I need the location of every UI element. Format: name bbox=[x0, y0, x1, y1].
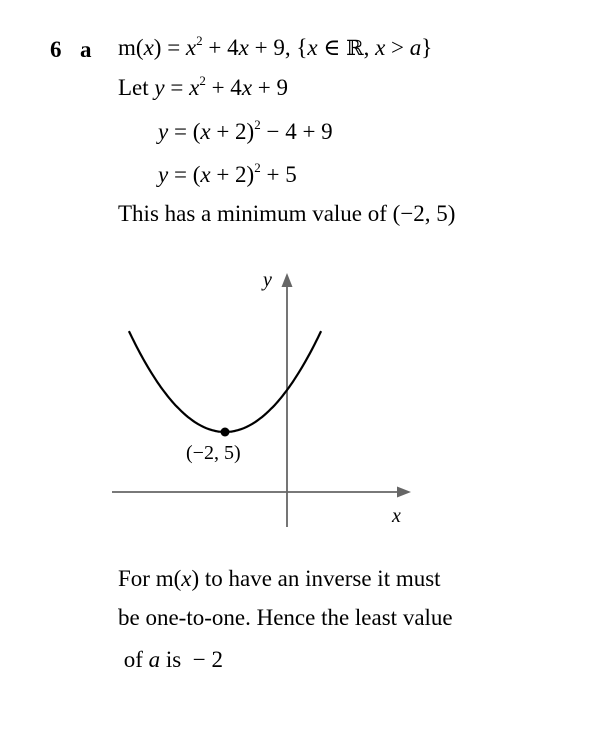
var-x: x bbox=[189, 75, 200, 100]
var-x: x bbox=[200, 119, 211, 144]
vertex-point bbox=[221, 428, 230, 437]
var-x: x bbox=[238, 35, 249, 60]
parabola-curve bbox=[129, 331, 321, 432]
text: of bbox=[118, 647, 149, 672]
var-x: x bbox=[181, 566, 192, 591]
var-y: y bbox=[158, 162, 169, 187]
text: ) to have an inverse it must bbox=[191, 566, 441, 591]
fn-name: m( bbox=[118, 35, 144, 60]
var-y: y bbox=[158, 119, 169, 144]
var-x: x bbox=[241, 75, 253, 100]
text: = bbox=[164, 75, 190, 100]
text: } bbox=[421, 35, 433, 60]
text: ) = bbox=[153, 35, 186, 60]
inverse-line-2: be one-to-one. Hence the least value bbox=[118, 605, 453, 630]
question-number: 6 bbox=[50, 37, 62, 62]
exponent: 2 bbox=[199, 73, 206, 88]
let-line bbox=[118, 73, 289, 100]
step-two bbox=[158, 160, 297, 187]
var-x: x bbox=[200, 162, 211, 187]
minimum-statement: This has a minimum value of (−2, 5) bbox=[118, 201, 456, 226]
text: + 9 bbox=[252, 75, 289, 100]
inverse-line-1 bbox=[118, 567, 441, 590]
question-part: a bbox=[80, 37, 92, 62]
text: + 4 bbox=[205, 75, 242, 100]
x-axis-label: x bbox=[392, 505, 401, 527]
text: , bbox=[363, 35, 376, 60]
y-axis-label: y bbox=[263, 269, 272, 291]
text: = ( bbox=[168, 119, 201, 144]
exponent: 2 bbox=[196, 33, 203, 48]
text: For m( bbox=[118, 566, 182, 591]
step-one bbox=[158, 117, 333, 144]
var-y: y bbox=[154, 75, 165, 100]
text: + 2) bbox=[210, 162, 255, 187]
text: ∈ bbox=[317, 35, 347, 60]
inverse-line-3 bbox=[118, 648, 223, 671]
text: > bbox=[385, 35, 410, 60]
var-x: x bbox=[307, 35, 318, 60]
text: − 4 + 9 bbox=[260, 119, 333, 144]
x-axis-arrow bbox=[397, 487, 411, 498]
var-a: a bbox=[148, 647, 161, 672]
text: + 4 bbox=[202, 35, 239, 60]
y-axis-arrow bbox=[282, 273, 293, 287]
text: + 5 bbox=[260, 162, 297, 187]
var-x: x bbox=[375, 35, 386, 60]
vertex-label: (−2, 5) bbox=[186, 442, 241, 464]
var-a: a bbox=[409, 35, 422, 60]
function-definition bbox=[118, 33, 433, 60]
exponent: 2 bbox=[254, 117, 261, 132]
text: = ( bbox=[168, 162, 201, 187]
parabola-graph bbox=[100, 255, 430, 540]
exponent: 2 bbox=[254, 160, 261, 175]
var-x: x bbox=[143, 35, 154, 60]
var-x: x bbox=[185, 35, 197, 60]
text: + 2) bbox=[210, 119, 255, 144]
text: Let bbox=[118, 75, 155, 100]
text: is − 2 bbox=[160, 647, 223, 672]
text: + 9, { bbox=[248, 35, 308, 60]
reals-symbol: ℝ bbox=[346, 36, 364, 60]
